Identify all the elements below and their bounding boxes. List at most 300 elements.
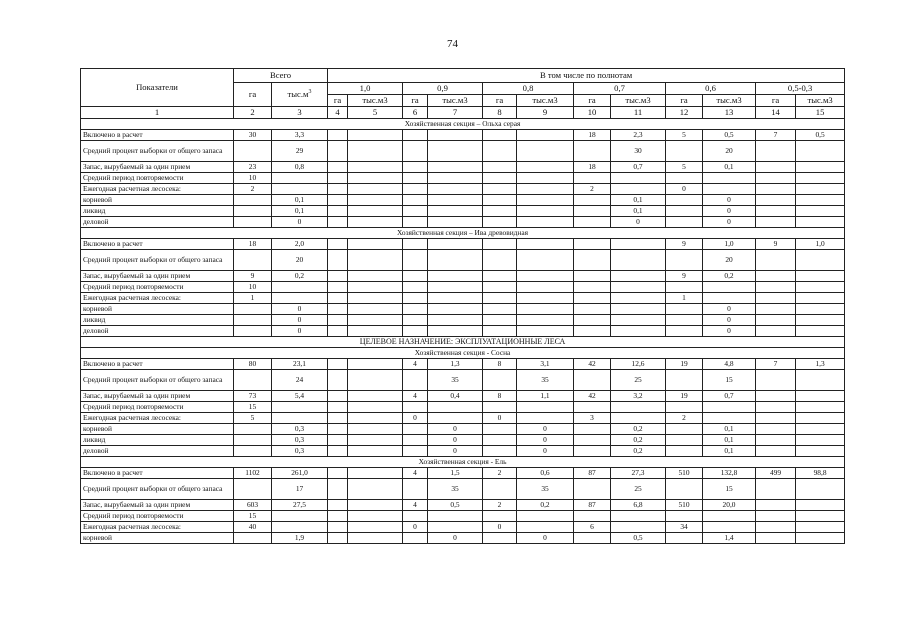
table-cell xyxy=(234,141,272,162)
table-cell xyxy=(328,446,348,457)
table-cell xyxy=(403,315,428,326)
table-cell xyxy=(272,282,328,293)
table-cell xyxy=(483,479,517,500)
table-cell xyxy=(328,206,348,217)
table-cell xyxy=(403,326,428,337)
table-cell: 5 xyxy=(234,413,272,424)
table-cell xyxy=(483,130,517,141)
table-cell xyxy=(796,391,845,402)
table-cell: 4,8 xyxy=(703,359,756,370)
section-heading-row xyxy=(81,348,845,359)
table-cell xyxy=(611,413,666,424)
table-cell: 0,8 xyxy=(272,162,328,173)
column-number: 15 xyxy=(796,107,845,119)
table-cell xyxy=(666,206,703,217)
table-cell xyxy=(611,173,666,184)
table-cell xyxy=(574,293,611,304)
table-cell: 29 xyxy=(272,141,328,162)
table-cell xyxy=(756,293,796,304)
table-cell xyxy=(428,217,483,228)
table-cell: 0,5 xyxy=(796,130,845,141)
table-cell: 0 xyxy=(703,326,756,337)
table-cell: 0,1 xyxy=(703,162,756,173)
table-cell xyxy=(483,511,517,522)
purpose-heading-row xyxy=(81,337,845,348)
table-cell xyxy=(403,250,428,271)
table-row xyxy=(81,315,845,326)
table-cell: 0 xyxy=(703,217,756,228)
table-cell: 0,4 xyxy=(428,391,483,402)
table-cell xyxy=(403,304,428,315)
table-cell xyxy=(348,173,403,184)
table-cell xyxy=(517,413,574,424)
row-label: Запас, вырубаемый за один прием xyxy=(81,391,234,402)
table-cell xyxy=(756,206,796,217)
table-cell xyxy=(666,511,703,522)
row-label: Средний процент выборки от общего запаса xyxy=(81,141,234,162)
table-cell xyxy=(756,446,796,457)
table-cell xyxy=(272,522,328,533)
row-label: ликвид xyxy=(81,315,234,326)
table-cell xyxy=(796,141,845,162)
row-label: Включено в расчет xyxy=(81,130,234,141)
table-cell xyxy=(796,173,845,184)
table-cell xyxy=(234,326,272,337)
table-cell xyxy=(574,435,611,446)
table-cell xyxy=(574,402,611,413)
table-cell xyxy=(666,402,703,413)
table-cell: 10 xyxy=(234,282,272,293)
header-total-thous-m3: $тыс.м^3$ xyxy=(272,83,328,107)
header-unit-thous-m3: тыс.м3 xyxy=(611,95,666,107)
table-cell xyxy=(348,206,403,217)
table-cell xyxy=(348,184,403,195)
row-label: ликвид xyxy=(81,206,234,217)
table-cell: 3,1 xyxy=(517,359,574,370)
table-cell xyxy=(517,239,574,250)
table-cell: 35 xyxy=(428,479,483,500)
table-cell: 6,8 xyxy=(611,500,666,511)
table-cell xyxy=(483,217,517,228)
column-number: 9 xyxy=(517,107,574,119)
table-cell xyxy=(796,424,845,435)
table-cell xyxy=(483,206,517,217)
table-cell xyxy=(517,250,574,271)
table-row xyxy=(81,522,845,533)
table-cell xyxy=(328,304,348,315)
table-cell xyxy=(796,413,845,424)
row-label: деловой xyxy=(81,217,234,228)
table-cell xyxy=(574,217,611,228)
table-cell: 0 xyxy=(428,435,483,446)
table-cell xyxy=(348,413,403,424)
table-cell: 0,2 xyxy=(611,424,666,435)
table-cell: 0 xyxy=(517,435,574,446)
table-cell xyxy=(703,522,756,533)
table-row xyxy=(81,304,845,315)
table-cell xyxy=(234,533,272,544)
table-cell: 0 xyxy=(428,533,483,544)
table-cell: 19 xyxy=(666,359,703,370)
table-cell xyxy=(428,315,483,326)
header-unit-thous-m3: тыс.м3 xyxy=(796,95,845,107)
table-cell xyxy=(796,479,845,500)
table-cell xyxy=(703,184,756,195)
table-cell xyxy=(611,511,666,522)
table-cell xyxy=(574,304,611,315)
table-cell xyxy=(348,391,403,402)
table-cell xyxy=(517,130,574,141)
table-cell: 1,3 xyxy=(428,359,483,370)
table-row xyxy=(81,195,845,206)
table-cell: 1 xyxy=(234,293,272,304)
table-cell xyxy=(348,500,403,511)
table-cell xyxy=(328,250,348,271)
header-density: 0,8 xyxy=(483,83,574,95)
row-label: Средний период повторяемости xyxy=(81,173,234,184)
table-cell xyxy=(611,522,666,533)
table-cell xyxy=(796,271,845,282)
table-cell xyxy=(666,315,703,326)
column-number: 4 xyxy=(328,107,348,119)
table-cell xyxy=(611,293,666,304)
table-cell xyxy=(574,370,611,391)
table-cell xyxy=(348,370,403,391)
column-number: 7 xyxy=(428,107,483,119)
table-cell xyxy=(517,282,574,293)
table-cell: 0,7 xyxy=(703,391,756,402)
table-cell: 0,5 xyxy=(611,533,666,544)
section-title: Хозяйственная секция - Сосна xyxy=(81,348,845,359)
table-cell xyxy=(517,271,574,282)
table-cell xyxy=(517,173,574,184)
table-row xyxy=(81,511,845,522)
table-row xyxy=(81,413,845,424)
table-cell xyxy=(483,370,517,391)
table-cell: 0 xyxy=(703,315,756,326)
table-cell xyxy=(517,206,574,217)
table-cell xyxy=(234,479,272,500)
header-total-ha: га xyxy=(234,83,272,107)
table-cell xyxy=(666,435,703,446)
table-cell xyxy=(483,424,517,435)
table-row xyxy=(81,162,845,173)
table-cell xyxy=(517,141,574,162)
table-cell: 0 xyxy=(703,206,756,217)
row-label: корневой xyxy=(81,533,234,544)
table-cell xyxy=(796,446,845,457)
table-row xyxy=(81,217,845,228)
table-cell: 20 xyxy=(272,250,328,271)
table-cell xyxy=(348,239,403,250)
table-cell: 261,0 xyxy=(272,468,328,479)
table-cell xyxy=(796,533,845,544)
row-label: Средний период повторяемости xyxy=(81,282,234,293)
table-cell xyxy=(756,522,796,533)
table-cell xyxy=(574,141,611,162)
table-cell xyxy=(428,130,483,141)
table-row xyxy=(81,479,845,500)
table-cell: 5 xyxy=(666,130,703,141)
cutting-volume-table xyxy=(80,68,845,544)
table-cell: 132,8 xyxy=(703,468,756,479)
table-cell xyxy=(756,533,796,544)
table-cell: 1,0 xyxy=(796,239,845,250)
row-label: деловой xyxy=(81,446,234,457)
table-cell xyxy=(328,141,348,162)
table-cell: 2,0 xyxy=(272,239,328,250)
table-cell xyxy=(611,282,666,293)
table-cell xyxy=(756,162,796,173)
table-cell: 4 xyxy=(403,359,428,370)
table-cell xyxy=(328,435,348,446)
table-cell: 73 xyxy=(234,391,272,402)
table-cell xyxy=(796,522,845,533)
table-cell xyxy=(428,184,483,195)
table-cell xyxy=(234,206,272,217)
table-cell: 1102 xyxy=(234,468,272,479)
table-cell xyxy=(796,511,845,522)
table-cell xyxy=(403,141,428,162)
table-row xyxy=(81,282,845,293)
row-label: Ежегодная расчетная лесосека: xyxy=(81,184,234,195)
row-label: корневой xyxy=(81,195,234,206)
table-cell xyxy=(328,271,348,282)
table-cell xyxy=(328,315,348,326)
table-cell: 2 xyxy=(234,184,272,195)
table-cell: 15 xyxy=(703,479,756,500)
table-cell: 0,3 xyxy=(272,446,328,457)
table-cell xyxy=(483,195,517,206)
table-cell xyxy=(483,271,517,282)
table-cell xyxy=(574,282,611,293)
table-cell xyxy=(517,217,574,228)
table-cell: 3,2 xyxy=(611,391,666,402)
table-cell xyxy=(611,184,666,195)
column-number: 5 xyxy=(348,107,403,119)
table-cell xyxy=(796,217,845,228)
table-cell xyxy=(328,217,348,228)
header-density: 0,7 xyxy=(574,83,666,95)
table-cell xyxy=(483,402,517,413)
table-cell xyxy=(428,293,483,304)
table-cell xyxy=(348,424,403,435)
table-cell xyxy=(483,326,517,337)
table-cell xyxy=(403,282,428,293)
table-cell xyxy=(328,239,348,250)
table-cell xyxy=(666,533,703,544)
table-cell xyxy=(483,250,517,271)
column-number: 13 xyxy=(703,107,756,119)
table-cell xyxy=(403,479,428,500)
table-cell: 25 xyxy=(611,479,666,500)
table-cell xyxy=(403,446,428,457)
table-cell xyxy=(796,326,845,337)
table-cell xyxy=(666,250,703,271)
table-cell: 15 xyxy=(234,402,272,413)
table-cell xyxy=(611,239,666,250)
table-cell: 0 xyxy=(483,522,517,533)
table-cell xyxy=(328,282,348,293)
table-cell xyxy=(328,402,348,413)
table-cell: 80 xyxy=(234,359,272,370)
table-cell xyxy=(574,271,611,282)
table-cell xyxy=(756,315,796,326)
table-cell xyxy=(517,304,574,315)
table-cell xyxy=(574,315,611,326)
table-cell xyxy=(403,217,428,228)
table-row xyxy=(81,446,845,457)
table-cell: 0,2 xyxy=(517,500,574,511)
header-unit-ha: га xyxy=(483,95,517,107)
table-cell xyxy=(574,195,611,206)
table-cell xyxy=(756,184,796,195)
table-cell xyxy=(666,173,703,184)
table-cell xyxy=(517,293,574,304)
table-cell xyxy=(234,370,272,391)
table-cell xyxy=(348,446,403,457)
table-cell xyxy=(348,326,403,337)
table-cell: 2,3 xyxy=(611,130,666,141)
header-density: 0,9 xyxy=(403,83,483,95)
table-cell xyxy=(234,315,272,326)
table-cell xyxy=(666,446,703,457)
table-cell: 0 xyxy=(703,304,756,315)
table-cell xyxy=(328,533,348,544)
table-cell: 0,7 xyxy=(611,162,666,173)
table-cell: 8 xyxy=(483,359,517,370)
table-cell xyxy=(328,184,348,195)
table-cell xyxy=(403,206,428,217)
table-cell xyxy=(428,522,483,533)
table-cell: 5,4 xyxy=(272,391,328,402)
table-cell xyxy=(328,391,348,402)
row-label: корневой xyxy=(81,304,234,315)
table-cell xyxy=(611,304,666,315)
table-cell xyxy=(403,435,428,446)
table-cell xyxy=(483,446,517,457)
table-cell xyxy=(234,446,272,457)
table-cell xyxy=(328,511,348,522)
table-cell xyxy=(574,479,611,500)
table-cell xyxy=(756,271,796,282)
table-cell: 3,3 xyxy=(272,130,328,141)
table-cell: 0,2 xyxy=(272,271,328,282)
table-cell xyxy=(428,271,483,282)
table-cell: 0 xyxy=(666,184,703,195)
table-cell xyxy=(272,402,328,413)
table-cell: 7 xyxy=(756,359,796,370)
table-cell xyxy=(428,162,483,173)
table-row xyxy=(81,370,845,391)
table-cell xyxy=(703,413,756,424)
table-row xyxy=(81,391,845,402)
table-cell: 1,4 xyxy=(703,533,756,544)
table-cell: 3 xyxy=(574,413,611,424)
table-cell: 35 xyxy=(517,479,574,500)
header-total: Всего xyxy=(234,69,328,83)
table-cell: 1,3 xyxy=(796,359,845,370)
table-cell xyxy=(403,162,428,173)
table-cell xyxy=(666,326,703,337)
table-cell xyxy=(611,402,666,413)
table-cell: 1,5 xyxy=(428,468,483,479)
table-cell xyxy=(796,315,845,326)
table-cell xyxy=(796,184,845,195)
table-cell xyxy=(796,162,845,173)
table-cell: 27,5 xyxy=(272,500,328,511)
table-cell: 87 xyxy=(574,468,611,479)
table-cell: 30 xyxy=(234,130,272,141)
table-cell xyxy=(328,500,348,511)
table-cell xyxy=(756,424,796,435)
table-cell: 87 xyxy=(574,500,611,511)
table-cell: 15 xyxy=(234,511,272,522)
table-cell xyxy=(428,141,483,162)
table-cell xyxy=(428,282,483,293)
table-cell xyxy=(348,271,403,282)
table-cell: 18 xyxy=(574,162,611,173)
table-cell: 0,2 xyxy=(703,271,756,282)
row-label: Запас, вырубаемый за один прием xyxy=(81,162,234,173)
table-cell xyxy=(348,304,403,315)
table-row xyxy=(81,293,845,304)
table-cell: 0,1 xyxy=(272,206,328,217)
row-label: Включено в расчет xyxy=(81,239,234,250)
table-cell xyxy=(574,533,611,544)
table-row xyxy=(81,271,845,282)
table-cell: 23,1 xyxy=(272,359,328,370)
table-cell: 1 xyxy=(666,293,703,304)
table-cell: 0 xyxy=(428,424,483,435)
table-cell xyxy=(611,271,666,282)
page-number: 74 xyxy=(447,38,458,50)
table-cell: 0 xyxy=(403,522,428,533)
column-number: 8 xyxy=(483,107,517,119)
table-cell: 2 xyxy=(483,468,517,479)
table-cell xyxy=(272,173,328,184)
table-cell: 1,1 xyxy=(517,391,574,402)
table-cell xyxy=(428,239,483,250)
table-cell xyxy=(574,326,611,337)
table-cell xyxy=(328,173,348,184)
table-cell xyxy=(234,195,272,206)
table-cell: 2 xyxy=(574,184,611,195)
table-cell: 20 xyxy=(703,250,756,271)
table-cell xyxy=(428,413,483,424)
table-cell xyxy=(348,130,403,141)
table-cell: 499 xyxy=(756,468,796,479)
table-cell: 0,1 xyxy=(272,195,328,206)
table-cell xyxy=(403,195,428,206)
table-row xyxy=(81,326,845,337)
row-label: Средний процент выборки от общего запаса xyxy=(81,250,234,271)
header-unit-thous-m3: тыс.м3 xyxy=(428,95,483,107)
table-cell xyxy=(428,304,483,315)
table-cell xyxy=(483,162,517,173)
table-cell xyxy=(428,195,483,206)
table-row xyxy=(81,173,845,184)
table-cell xyxy=(574,511,611,522)
table-cell xyxy=(348,359,403,370)
table-cell xyxy=(328,522,348,533)
table-row xyxy=(81,184,845,195)
table-cell: 0 xyxy=(517,424,574,435)
table-cell xyxy=(796,195,845,206)
table-cell xyxy=(703,402,756,413)
table-cell xyxy=(574,446,611,457)
table-cell xyxy=(666,424,703,435)
